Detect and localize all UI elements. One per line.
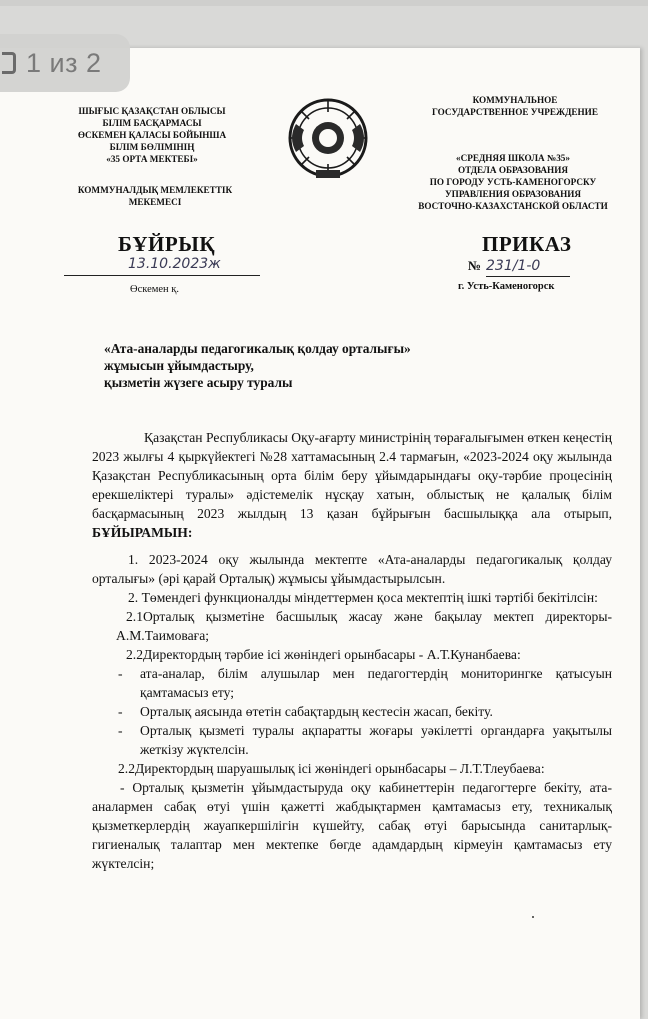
header-right-line: ПО ГОРОДУ УСТЬ-КАМЕНОГОРСКУ	[429, 177, 597, 187]
header-right-status-line: ГОСУДАРСТВЕННОЕ УЧРЕЖДЕНИЕ	[432, 107, 598, 117]
city-kz: Өскемен қ.	[130, 284, 180, 295]
dash-text: Орталық қызметі туралы ақпаратты жоғары уәкілетті органдарға уақытылы жеткізу жүктелсін.	[140, 723, 612, 757]
order-number-sign: №	[468, 258, 482, 273]
dash-mark: -	[118, 723, 123, 738]
clause-2-1: 2.1Орталық қызметіне басшылық жасау және бақылау мектеп директоры-А.М.Таимоваға;	[116, 609, 612, 643]
clause-2-2: 2.2Директордың тәрбие ісі жөніндегі орынбасары - А.Т.Кунанбаева:	[126, 647, 521, 662]
header-right-status	[400, 94, 630, 118]
document-page	[0, 48, 640, 1019]
header-right-status-line: КОММУНАЛЬНОЕ	[472, 95, 558, 105]
page-indicator-text: 1 из 2	[26, 47, 102, 78]
order-number-handwritten: 231/1-0	[486, 258, 541, 274]
order-date-handwritten: 13.10.2023ж	[128, 256, 221, 272]
date-underline	[64, 275, 260, 276]
header-left-status	[60, 184, 250, 208]
subject-line: жұмысын ұйымдастыру,	[104, 358, 254, 373]
clause-1: 1. 2023-2024 оқу жылында мектепте «Ата-аналарды педагогикалық қолдау орталығы» (әрі қарай Орталық) жұмысы ұйымдастырылсын.	[92, 552, 612, 586]
dash-item	[92, 702, 612, 721]
dash-mark: -	[118, 704, 123, 719]
header-left-line: ШЫҒЫС ҚАЗАҚСТАН ОБЛЫСЫ	[78, 106, 226, 116]
header-right-ru	[388, 152, 638, 212]
header-left-status-line: МЕКЕМЕСІ	[128, 197, 182, 207]
header-right-line: УПРАВЛЕНИЯ ОБРАЗОВАНИЯ	[444, 189, 582, 199]
city-ru: г. Усть-Каменогорск	[458, 281, 555, 292]
clause-2: 2. Төмендегі функционалды міндеттермен қоса мектептің ішкі тәртібі бекітілсін:	[128, 590, 598, 605]
header-left-status-line: КОММУНАЛДЫҚ МЕМЛЕКЕТТІК	[77, 185, 233, 195]
clause-2-3-text: - Орталық қызметін ұйымдастыруда оқу кабинеттерін педагогтерге бекіту, ата-аналармен сабақ өтуі үшін қажетті жабдықтармен қамтамасыз ету, техникалық қызметкерлердің жауапкершілігін күшейту, сабақ өтуі барысында санитарлық-гигиеналық талаптар мен мектепке бөгде адамдардың кірмеуін қамтамасыз ету жүктелсін;	[92, 780, 612, 871]
header-left-line: БІЛІМ БӨЛІМІНІҢ	[109, 142, 195, 152]
order-body	[92, 428, 612, 873]
subject-line: «Ата-аналарды педагогикалық қолдау орталығы»	[104, 341, 411, 356]
paper-speck	[532, 916, 534, 918]
dash-item	[92, 721, 612, 759]
header-right-line: ВОСТОЧНО-КАЗАХСТАНСКОЙ ОБЛАСТИ	[418, 201, 608, 211]
state-emblem-icon	[286, 94, 370, 182]
intro-order-word: БҰЙЫРАМЫН:	[92, 525, 193, 540]
page-icon	[2, 52, 16, 74]
header-left-kz	[52, 105, 252, 165]
subject-line: қызметін жүзеге асыру туралы	[104, 375, 293, 390]
order-title-kz: БҰЙРЫҚ	[118, 232, 216, 256]
dash-mark: -	[118, 666, 123, 681]
header-left-line: «35 ОРТА МЕКТЕБІ»	[106, 154, 198, 164]
header-left-line: ӨСКЕМЕН ҚАЛАСЫ БОЙЫНША	[77, 130, 227, 140]
order-subject	[104, 340, 411, 391]
header-left-line: БІЛІМ БАСҚАРМАСЫ	[102, 118, 202, 128]
header-right-line: «СРЕДНЯЯ ШКОЛА №35»	[455, 153, 570, 163]
clause-2-3: 2.2Директордың шаруашылық ісі жөніндегі орынбасары – Л.Т.Тлеубаева:	[118, 761, 545, 776]
order-title-ru: ПРИКАЗ	[482, 232, 572, 256]
intro-text: Қазақстан Республикасы Оқу-ағарту министрінің төрағалығымен өткен кеңестің 2023 жылғы 4 қыркүйектегі №28 хаттамасының 2.4 тармағын, «2023-2024 оқу жылында Қазақстан Республикасының орта білім беру ұйымдарындағы оқу-тәрбие процесінің ерекшеліктері туралы» әдістемелік нұсқау хатын, облыстық не қалалық білім басқармасының 2023 жылдың 13 қазан бұйрығын басшылыққа ала отырып,	[92, 430, 613, 521]
viewer-top-strip	[0, 0, 648, 6]
header-right-line: ОТДЕЛА ОБРАЗОВАНИЯ	[458, 165, 568, 175]
number-underline	[486, 276, 570, 277]
dash-item	[92, 664, 612, 702]
intro-paragraph	[92, 428, 612, 542]
dash-text: Орталық аясында өтетін сабақтардың кестесін жасап, бекіту.	[140, 704, 493, 719]
dash-text: ата-аналар, білім алушылар мен педагогтердің мониторингке қатысуын қамтамасыз ету;	[140, 666, 612, 700]
page-indicator[interactable]	[0, 34, 130, 92]
